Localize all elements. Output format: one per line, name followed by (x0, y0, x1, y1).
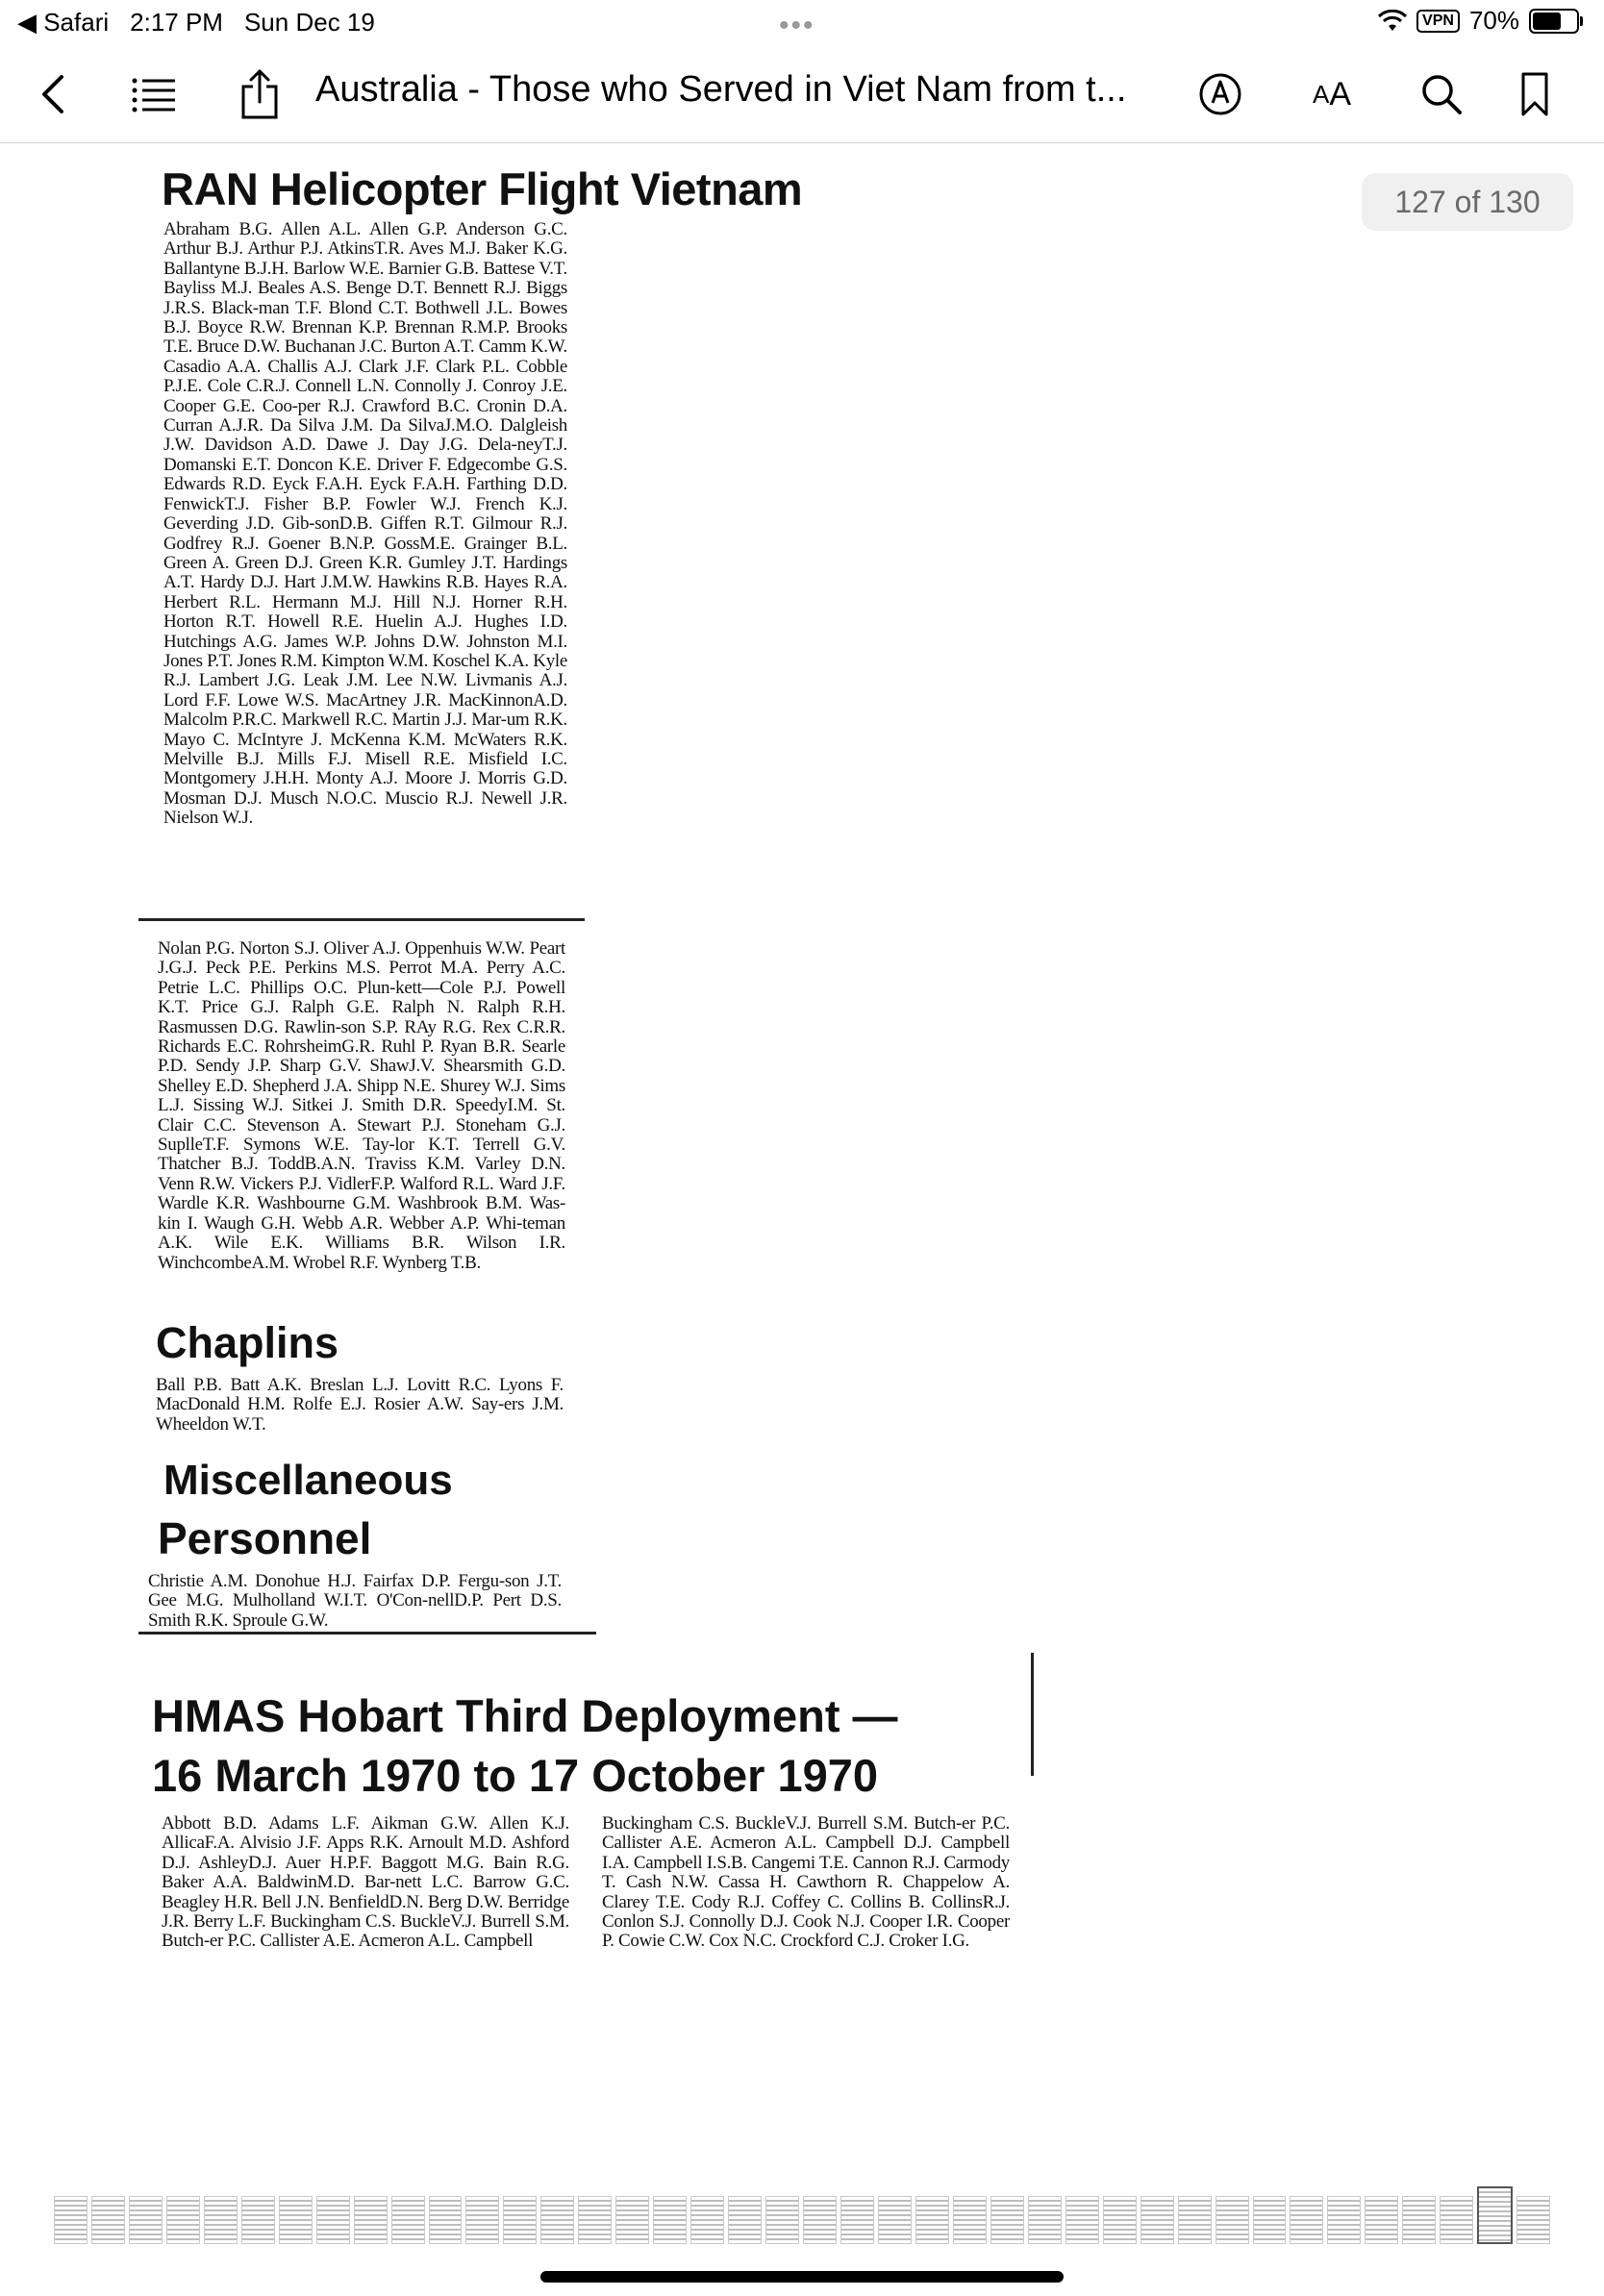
page-thumbnail[interactable] (204, 2196, 238, 2244)
section-heading-line2: Personnel (158, 1513, 372, 1563)
page-thumbnail[interactable] (1253, 2196, 1287, 2244)
page-thumbnail[interactable] (354, 2196, 388, 2244)
section-names: Ball P.B. Batt A.K. Breslan L.J. Lovitt R.C. Lyons F. MacDonald H.M. Rolfe E.J. Rosier A.W. Say-ers J.M. Wheeldon W.T. (156, 1376, 564, 1435)
page-thumbnail[interactable] (878, 2196, 912, 2244)
page-thumbnail[interactable] (54, 2196, 88, 2244)
page-thumbnail[interactable] (540, 2196, 574, 2244)
bookmark-icon (1520, 71, 1549, 117)
back-to-app-link[interactable]: ◀ Safari (17, 8, 110, 37)
page-thumbnail[interactable] (279, 2196, 313, 2244)
page-thumbnail[interactable] (429, 2196, 463, 2244)
chevron-left-icon (38, 73, 67, 115)
home-indicator[interactable] (540, 2271, 1064, 2283)
page-thumbnail[interactable] (1028, 2196, 1062, 2244)
page-thumbnail[interactable] (953, 2196, 987, 2244)
page-thumbnail[interactable] (1290, 2196, 1323, 2244)
bookmark-button[interactable] (1516, 65, 1554, 123)
text-size-button[interactable] (1304, 65, 1360, 123)
battery-percent: 70% (1468, 6, 1519, 35)
page-thumbnail[interactable] (391, 2196, 425, 2244)
list-icon (131, 75, 177, 113)
page-thumbnail[interactable] (241, 2196, 275, 2244)
page-thumbnail[interactable] (1402, 2196, 1436, 2244)
page-thumbnail[interactable] (653, 2196, 687, 2244)
battery-icon (1529, 9, 1579, 34)
section-names-right-column: Buckingham C.S. BuckleV.J. Burrell S.M. Butch-er P.C. Callister A.E. Acmeron A.L. Campbell D.J. Campbell I.A. Campbell I.S.B. Cangemi T.E. Cannon R.J. Carmody T. Cash N.W. Cassa H. Cawthorn R. Chappelow A. Clarey T.E. Cody R.J. Coffey C. Collins B. CollinsR.J. Conlon S.J. Connolly D.J. Cook N.J. Cooper I.R. Cooper P. Cowie C.W. Cox N.C. Crockford C.J. Croker I.G. (602, 1814, 1010, 1952)
page-thumbnail[interactable] (765, 2196, 799, 2244)
page-thumbnail[interactable] (1327, 2196, 1361, 2244)
section-heading-line1: HMAS Hobart Third Deployment — (152, 1690, 898, 1741)
section-names-left-column: Abbott B.D. Adams L.F. Aikman G.W. Allen K.J. AllicaF.A. Alvisio J.F. Apps R.K. Arnoult M.D. Ashford D.J. AshleyD.J. Auer H.P.F. Baggott M.G. Bain R.G. Baker A.A. BaldwinM.D. Bar-nett L.C. Barrow G.C. Beagley H.R. Bell J.N. BenfieldD.N. Berg D.W. Berridge J.R. Berry L.F. Buckingham C.S. BuckleV.J. Burrell S.M. Butch-er P.C. Callister A.E. Acmeron A.L. Campbell (162, 1814, 569, 1952)
section-heading: Chaplins (156, 1318, 339, 1367)
page-thumbnail[interactable] (1216, 2196, 1249, 2244)
status-bar (0, 0, 1604, 46)
page-thumbnail[interactable] (728, 2196, 762, 2244)
page-thumbnail[interactable] (166, 2196, 200, 2244)
page-thumbnail[interactable] (1065, 2196, 1099, 2244)
page-thumbnail[interactable] (990, 2196, 1024, 2244)
page-thumbnail[interactable] (91, 2196, 125, 2244)
page-thumbnail[interactable] (1477, 2186, 1513, 2244)
page-thumbnail[interactable] (1140, 2196, 1174, 2244)
page-thumbnail[interactable] (578, 2196, 612, 2244)
section-names: Abraham B.G. Allen A.L. Allen G.P. Anderson G.C. Arthur B.J. Arthur P.J. AtkinsT.R. Aves M.J. Baker K.G. Ballantyne B.J.H. Barlow W.E. Barnier G.B. Battese V.T. Bayliss M.J. Beales A.S. Benge D.T. Bennett R.J. Biggs J.R.S. Black-man T.F. Blond C.T. Bothwell J.L. Bowes B.J. Boyce R.W. Brennan K.P. Brennan R.M.P. Brooks T.E. Bruce D.W. Buchanan J.C. Burton A.T. Camm K.W. Casadio A.A. Challis A.J. Clark J.F. Clark P.L. Cobble P.J.E. Cole C.R.J. Connell L.N. Connolly J. Conroy J.E. Cooper G.E. Coo-per R.J. Crawford B.C. Cronin D.A. Curran A.J.R. Da Silva J.M. Da SilvaJ.M.O. Dalgleish J.W. Davidson A.D. Dawe J. Day J.G. Dela-neyT.J. Domanski E.T. Doncon K.E. Driver F. Edgecombe G.S. Edwards R.D. Eyck F.A.H. Eyck F.A.H. Farthing D.D. FenwickT.J. Fisher B.P. Fowler W.J. French K.J. Geverding J.D. Gib-sonD.B. Giffen R.T. Gilmour R.J. Godfrey R.J. Goener B.N.P. GossM.E. Grainger B.L. Green A. Green D.J. Green K.R. Gumley J.T. Hardings A.T. Hardy D.J. Hart J.M.W. Hawkins R.B. Hayes R.A. Herbert R.L. Hermann M.J. Hill N.J. Horner R.H. Horton R.T. Howell R.E. Huelin A.J. Hughes I.D. Hutchings A.G. James W.P. Johns D.W. Johnston M.I. Jones P.T. Jones R.M. Kimpton W.M. Koschel K.A. Kyle R.J. Lambert J.G. Leak J.M. Lee N.W. Livmanis A.J. Lord F.F. Lowe W.S. MacArtney J.R. MacKinnonA.D. Malcolm P.R.C. Markwell R.C. Martin J.J. Mar-um R.K. Mayo C. McIntyre J. McKenna K.M. McWaters R.K. Melville B.J. Mills F.J. Misell R.E. Misfield I.C. Montgomery J.H.H. Monty A.J. Moore J. Morris G.D. Mosman D.J. Musch N.O.C. Muscio R.J. Newell J.R. Nielson W.J. (163, 220, 567, 829)
search-icon (1420, 73, 1463, 115)
multitasking-dots[interactable]: ••• (779, 10, 815, 41)
section-heading-line1: Miscellaneous (163, 1457, 453, 1504)
page-thumbnail[interactable] (503, 2196, 537, 2244)
page-thumbnail[interactable] (1516, 2196, 1550, 2244)
section-names: Nolan P.G. Norton S.J. Oliver A.J. Oppenhuis W.W. Peart J.G.J. Peck P.E. Perkins M.S. Perrot M.A. Perry A.C. Petrie L.C. Phillips O.C. Plun-kett—Cole P.J. Powell K.T. Price G.J. Ralph G.E. Ralph N. Ralph R.H. Rasmussen D.G. Rawlin-son S.P. RAy R.G. Rex C.R.R. Richards E.C. RohrsheimG.R. Ruhl P. Ryan B.R. Searle P.D. Sendy J.P. Sharp G.V. ShawJ.V. Shearsmith G.D. Shelley E.D. Shepherd J.A. Shipp N.E. Shurey W.J. Sims L.J. Sissing W.J. Sitkei J. Smith D.R. SpeedyI.M. St. Clair C.C. Stevenson A. Stewart P.J. Stoneham G.J. SuplleT.F. Symons W.E. Tay-lor K.T. Terrell G.V. Thatcher B.J. ToddB.A.N. Traviss K.M. Varley D.N. Venn R.W. Vickers P.J. VidlerF.P. Walford R.L. Ward J.F. Wardle K.R. Washbourne G.M. Washbrook B.M. Was-kin I. Waugh G.H. Webb A.R. Webber A.P. Whi-teman A.K. Wile E.K. Williams B.R. Wilson I.R. WinchcombeA.M. Wrobel R.F. Wynberg T.B. (158, 939, 565, 1273)
section-divider (138, 918, 585, 921)
section-heading-line2: 16 March 1970 to 17 October 1970 (152, 1750, 879, 1801)
markup-pen-icon (1198, 72, 1242, 116)
section-heading: RAN Helicopter Flight Vietnam (162, 163, 803, 214)
page-thumbnail[interactable] (1440, 2196, 1473, 2244)
page-thumbnail[interactable] (316, 2196, 350, 2244)
section-names: Christie A.M. Donohue H.J. Fairfax D.P. Fergu-son J.T. Gee M.G. Mulholland W.I.T. O'Con-nellD.P. Pert D.S. Smith R.K. Sproule G.W. (148, 1572, 562, 1631)
document-page[interactable] (0, 143, 1604, 2172)
page-thumbnail-strip[interactable] (54, 2196, 1550, 2244)
text-size-big-glyph: A (1329, 75, 1352, 112)
table-of-contents-button[interactable] (127, 65, 181, 123)
page-thumbnail[interactable] (129, 2196, 163, 2244)
wifi-icon (1378, 10, 1407, 33)
status-time: 2:17 PM (130, 8, 223, 37)
section-divider (138, 1632, 596, 1635)
page-thumbnail[interactable] (1365, 2196, 1398, 2244)
page-thumbnail[interactable] (915, 2196, 949, 2244)
back-button[interactable] (29, 65, 77, 123)
text-size-small-glyph: A (1312, 79, 1330, 109)
page-thumbnail[interactable] (1103, 2196, 1137, 2244)
page-thumbnail[interactable] (840, 2196, 874, 2244)
page-indicator: 127 of 130 (1362, 173, 1573, 231)
page-thumbnail[interactable] (465, 2196, 499, 2244)
search-button[interactable] (1417, 65, 1466, 123)
page-thumbnail[interactable] (690, 2196, 724, 2244)
share-icon (239, 69, 280, 119)
page-thumbnail[interactable] (615, 2196, 649, 2244)
page-thumbnail[interactable] (803, 2196, 837, 2244)
reader-toolbar (0, 46, 1604, 143)
page-thumbnail[interactable] (1178, 2196, 1212, 2244)
status-date: Sun Dec 19 (243, 8, 375, 37)
column-border (1031, 1653, 1034, 1776)
document-title: Australia - Those who Served in Viet Nam from t... (315, 69, 1127, 110)
share-button[interactable] (235, 65, 285, 123)
markup-button[interactable] (1196, 65, 1244, 123)
vpn-badge: VPN (1416, 10, 1460, 33)
